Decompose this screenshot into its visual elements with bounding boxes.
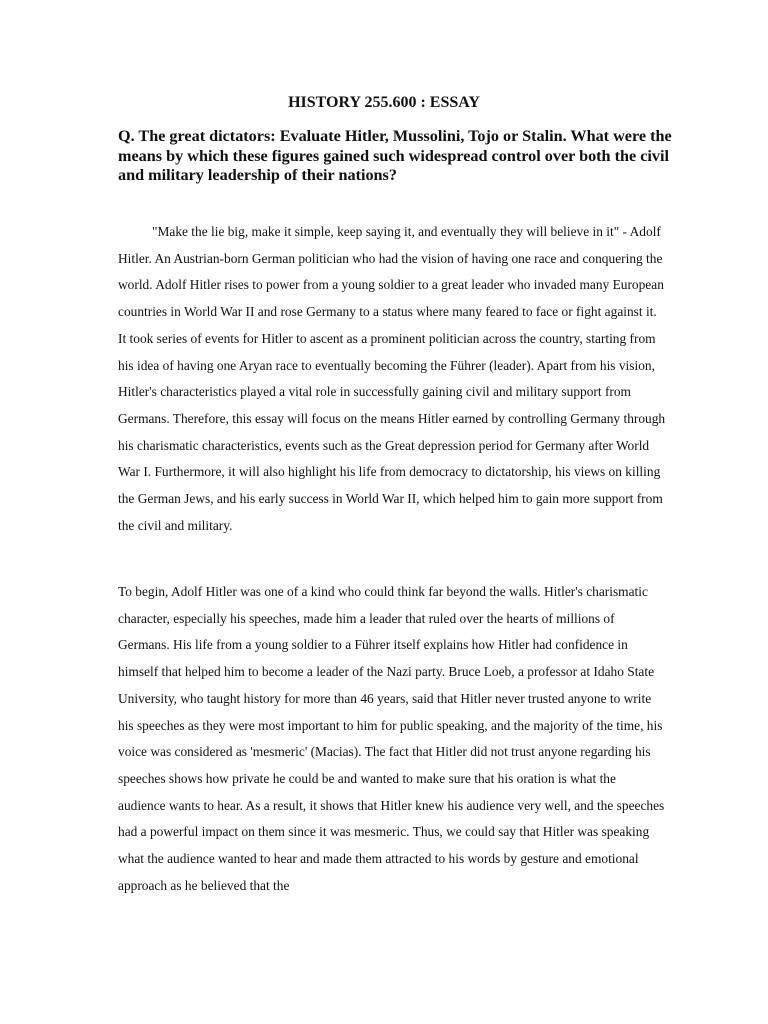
paragraph-body: To begin, Adolf Hitler was one of a kind who could think far beyond the walls. Hitler's charismatic character, especially his speeches, made him a leader that ruled over the hearts of millions of Germans. His life from a young soldier to a Führer itself explains how Hitler had confidence in himself that helped him to become a leader of the Nazi party. Bruce Loeb, a professor at Idaho State University, who taught history for more than 46 years, said that Hitler never trusted anyone to write his speeches as they were most important to him for public speaking, and the majority of the time, his voice was considered as 'mesmeric' (Macias). The fact that Hitler did not trust anyone regarding his speeches shows how private he could be and wanted to make sure that his oration is what the audience wants to hear. As a result, it shows that Hitler knew his audience very well, and the speeches had a powerful impact on them since it was mesmeric. Thus, we could say that Hitler was speaking what the audience wanted to hear and made them attracted to his words by gesture and emotional approach as he believed that the (118, 584, 665, 893)
essay-question: Q. The great dictators: Evaluate Hitler, Mussolini, Tojo or Stalin. What were the means by which these figures gained such widespread control over both the civil and military leadership of their nations? (118, 127, 672, 184)
paragraph-intro: "Make the lie big, make it simple, keep saying it, and eventually they will believe in it" - Adolf Hitler. An Austrian-born German politician who had the vision of having one race and conquering the world. Adolf Hitler rises to power from a young soldier to a great leader who invaded many European countries in World War II and rose Germany to a status where many feared to face or fight against it. It took series of events for Hitler to ascent as a prominent politician across the country, starting from his idea of having one Aryan race to eventually becoming the Führer (leader). Apart from his vision, Hitler's characteristics played a vital role in successfully gaining civil and military support from Germans. Therefore, this essay will focus on the means Hitler earned by controlling Germany through his charismatic characteristics, events such as the Great depression period for Germany after World War I. Furthermore, it will also highlight his life from democracy to dictatorship, his views on killing the German Jews, and his early success in World War II, which helped him to gain more support from the civil and military. (118, 224, 666, 533)
essay-title: HISTORY 255.600 : ESSAY (288, 94, 480, 111)
